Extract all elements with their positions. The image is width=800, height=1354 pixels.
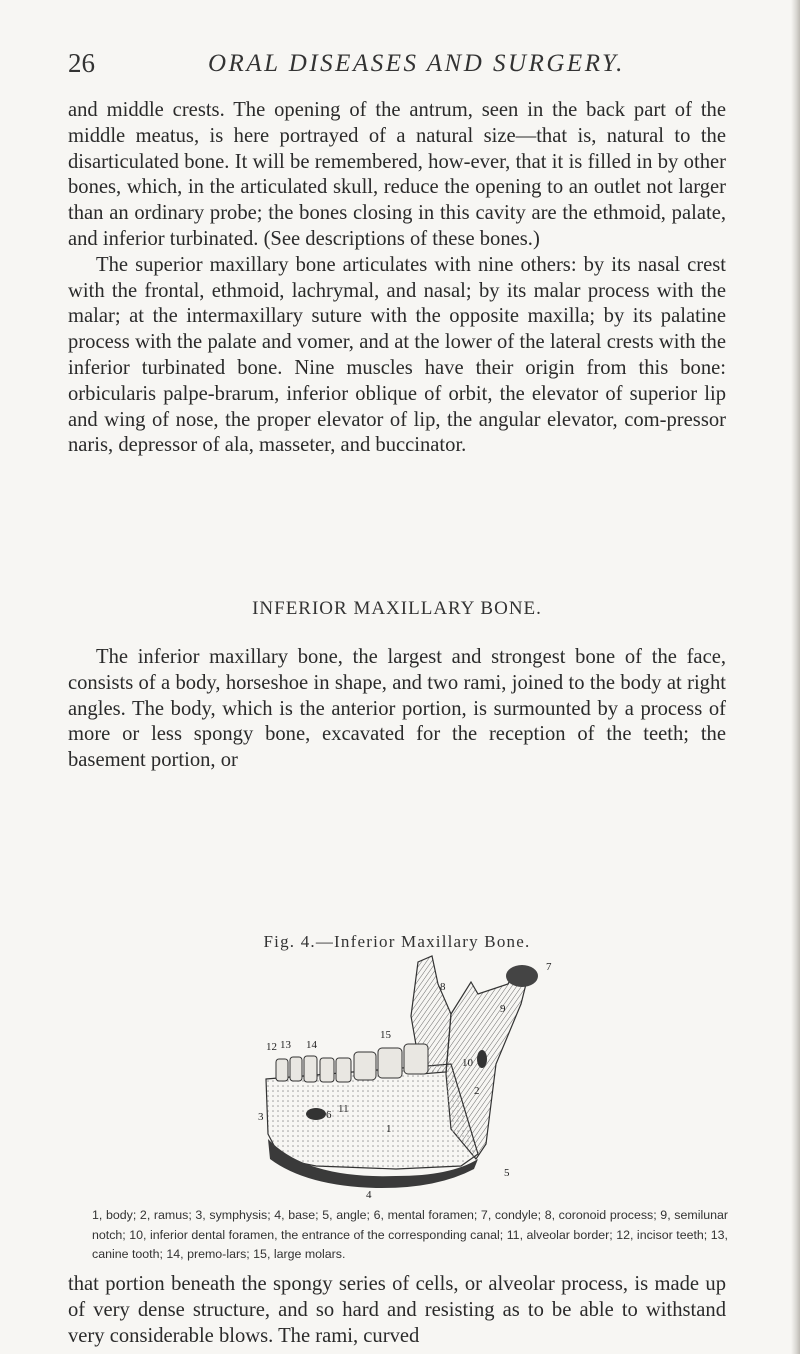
label-1: 1 [386, 1123, 392, 1135]
label-15: 15 [380, 1029, 391, 1041]
figure-title: Fig. 4.—Inferior Maxillary Bone. [263, 932, 531, 951]
figure-mandible-illustration [246, 954, 576, 1199]
mental-foramen [306, 1108, 326, 1120]
condyle-shape [506, 965, 538, 987]
paragraph: that portion beneath the spongy series of cells, or alveolar process, is made up of very dense structure, and so hard and resisting as to be able to withstand very considerable blows. The rami, curved [68, 1273, 726, 1347]
label-10: 10 [462, 1057, 473, 1069]
figure-caption: 1, body; 2, ramus; 3, symphysis; 4, base; 5, angle; 6, mental foramen; 7, condyle; 8, coronoid process; 9, semilunar notch; 10, inferior dental foramen, the entrance of the corresponding canal; 11, alveolar border; 12, incisor teeth; 13, canine tooth; 14, premo-lars; 15, large molars. [92, 1208, 728, 1261]
page-number: 26 [68, 48, 95, 78]
label-4: 4 [366, 1189, 372, 1199]
label-8: 8 [440, 981, 446, 993]
label-5: 5 [504, 1167, 510, 1179]
page-edge-shadow [791, 0, 800, 1354]
label-3: 3 [258, 1111, 264, 1123]
body-text-top [68, 98, 726, 459]
mandible-drawing [246, 954, 576, 1199]
inferior-dental-foramen [477, 1050, 487, 1068]
paragraph: The superior maxillary bone articulates with nine others: by its nasal crest with the frontal, ethmoid, lachrymal, and nasal; by its malar process with the malar; at the intermaxillary suture with the opposite maxilla; by its palatine process with the palate and vomer, and at the lower of the lateral crests with the inferior turbinated bone. Nine muscles have their origin from this bone: orbicularis palpe-brarum, inferior oblique of orbit, the elevator of superior lip and wing of nose, the proper elevator of lip, the angular elevator, com-pressor naris, depressor of ala, masseter, and buccinator. [68, 253, 726, 457]
body-text-middle [68, 645, 726, 774]
label-14: 14 [306, 1039, 317, 1051]
body-text-bottom [68, 1272, 726, 1349]
label-2: 2 [474, 1085, 480, 1097]
running-head: ORAL DISEASES AND SURGERY. [208, 50, 625, 77]
label-9: 9 [500, 1003, 506, 1015]
paragraph: The inferior maxillary bone, the largest and strongest bone of the face, consists of a body, horseshoe in shape, and two rami, joined to the body at right angles. The body, which is the anterior portion, is surmounted by a process of more or less spongy bone, excavated for the reception of the teeth; the basement portion, or [68, 646, 726, 772]
page-header [68, 48, 728, 82]
label-13: 13 [280, 1039, 291, 1051]
label-12: 12 [266, 1041, 277, 1053]
label-6: 6 [326, 1109, 332, 1121]
section-heading: INFERIOR MAXILLARY BONE. [252, 598, 542, 619]
paragraph: and middle crests. The opening of the antrum, seen in the back part of the middle meatus, is here portrayed of a natural size—that is, natural to the disarticulated bone. It will be remembered, how-ever, that it is filled in by other bones, which, in the articulated skull, reduce the opening to an outlet not larger than an ordinary probe; the bones closing in this cavity are the ethmoid, palate, and inferior turbinated. (See descriptions of these bones.) [68, 99, 726, 250]
label-7: 7 [546, 961, 552, 973]
label-11: 11 [338, 1103, 349, 1115]
